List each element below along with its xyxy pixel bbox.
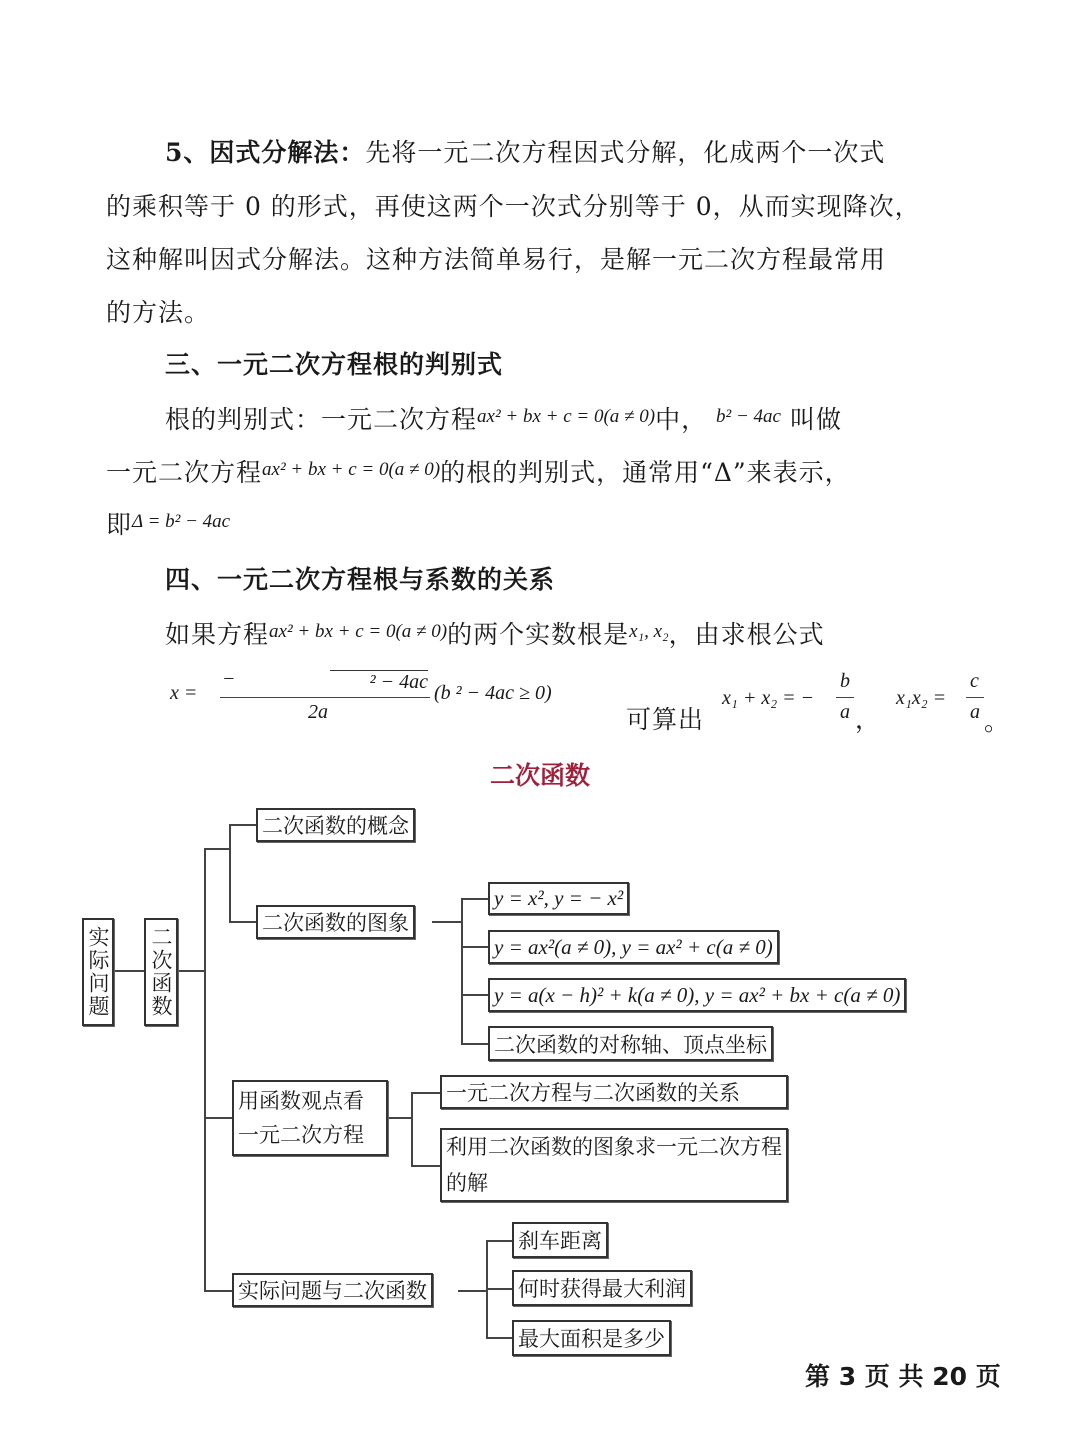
node-practical-item: 刹车距离: [512, 1222, 608, 1258]
para-line: [106, 505, 230, 541]
roots: x₁, x₂: [629, 621, 669, 642]
text: 中，: [655, 405, 708, 434]
section3-heading: 三、一元二次方程根的判别式: [165, 350, 504, 379]
node-graph-item: y = a(x − h)² + k(a ≠ 0), y = ax² + bx + c(a ≠ 0): [488, 978, 906, 1012]
equation: ax² + bx + c = 0(a ≠ 0): [262, 459, 441, 480]
sum-den: a: [840, 701, 850, 723]
fraction-bar: [966, 697, 984, 698]
formula-den: 2a: [308, 701, 328, 723]
para-line: 的乘积等于 0 的形式，再使这两个一次式分别等于 0，从而实现降次，: [106, 192, 921, 221]
node-graph-item: y = x², y = − x²: [488, 882, 629, 915]
para-line: [106, 453, 851, 489]
text: ，由求根公式: [668, 620, 825, 649]
vieta-sum: x₁ + x₂ = −: [722, 687, 815, 709]
prod-num: c: [970, 670, 979, 692]
equation: ax² + bx + c = 0(a ≠ 0): [477, 406, 656, 427]
text: 如果方程: [165, 620, 270, 649]
page-number: 第 3 页 共 20 页: [805, 1362, 1001, 1391]
diagram-title: 二次函数: [489, 761, 590, 790]
equation: Δ = b² − 4ac: [132, 511, 231, 532]
formula-num: ² − 4ac: [330, 670, 428, 694]
formula-condition: (b ² − 4ac ≥ 0): [434, 682, 552, 704]
node-graph-item: 二次函数的对称轴、顶点坐标: [488, 1026, 773, 1061]
text: 即: [106, 510, 133, 539]
section5-heading: 5、因式分解法：: [165, 138, 366, 167]
para-line: [165, 400, 842, 436]
text: ，: [855, 705, 882, 734]
formula-lhs: x =: [170, 682, 198, 704]
node-practical-item: 最大面积是多少: [512, 1320, 671, 1356]
node-graph-item: y = ax²(a ≠ 0), y = ax² + c(a ≠ 0): [488, 930, 779, 964]
text: 的两个实数根是: [447, 620, 630, 649]
section4-heading: 四、一元二次方程根与系数的关系: [165, 565, 556, 594]
vieta-product: x₁x₂ =: [896, 687, 947, 709]
node-equation-item: 利用二次函数的图象求一元二次方程的解: [440, 1128, 788, 1202]
node-concept: 二次函数的概念: [256, 808, 415, 842]
formula-num: −: [222, 668, 236, 690]
text: 根的判别式：一元二次方程: [165, 405, 478, 434]
fraction-bar: [836, 697, 854, 698]
para-line: 这种解叫因式分解法。这种方法简单易行，是解一元二次方程最常用: [106, 245, 887, 274]
text: 的根的判别式，通常用“Δ”来表示，: [440, 458, 851, 487]
para-line: [165, 133, 885, 169]
node-practical-item: 何时获得最大利润: [512, 1270, 692, 1306]
text: 叫做: [789, 405, 842, 434]
text: 先将一元二次方程因式分解，化成两个一次式: [365, 138, 886, 167]
node-root: 实际问题: [82, 918, 114, 1026]
text: 。: [984, 707, 1011, 736]
text: 可算出: [626, 705, 705, 734]
node-practical: 实际问题与二次函数: [232, 1273, 433, 1307]
node-main: 二次函数: [144, 918, 178, 1026]
discriminant: b² − 4ac: [716, 406, 781, 427]
node-graph: 二次函数的图象: [256, 905, 415, 939]
node-equation-item: 一元二次方程与二次函数的关系: [440, 1075, 788, 1109]
fraction-bar: [220, 697, 430, 698]
sum-num: b: [840, 670, 850, 692]
para-line: [165, 615, 825, 651]
para-line: 的方法。: [106, 298, 211, 327]
prod-den: a: [970, 701, 980, 723]
equation: ax² + bx + c = 0(a ≠ 0): [269, 621, 448, 642]
text: 一元二次方程: [106, 458, 263, 487]
node-equation-view: 用函数观点看一元二次方程: [232, 1080, 388, 1156]
